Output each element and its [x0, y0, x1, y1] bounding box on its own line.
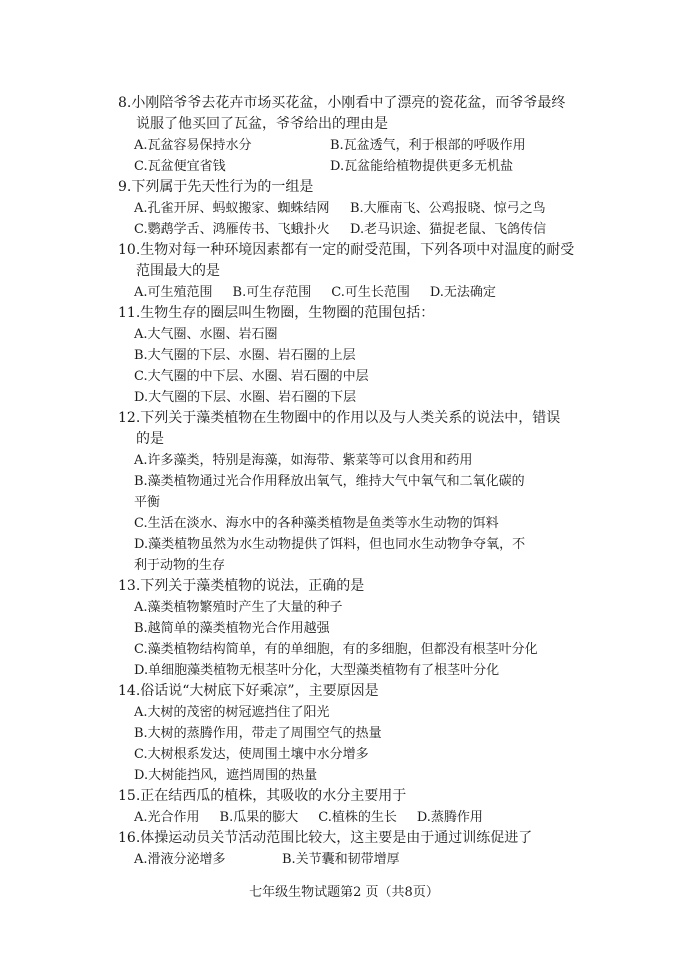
- question-11-stem: 11.生物生存的圈层叫生物圈，生物圈的范围包括：: [118, 305, 435, 321]
- question-10-option-a: A.可生殖范围: [134, 285, 213, 300]
- question-8-option-a: A.瓦盆容易保持水分: [134, 138, 252, 153]
- question-12-option-d-line1: D.藻类植物虽然为水生动物提供了饵料，但也同水生动物争夺氧，不: [134, 537, 526, 552]
- page-footer: 七年级生物试题第2 页（共8页）: [249, 885, 439, 900]
- question-12-option-d-line2: 利于动物的生存: [134, 558, 226, 573]
- question-10-options: [118, 282, 580, 303]
- question-9-options-row1: [118, 198, 580, 219]
- question-12: [118, 408, 580, 450]
- question-12-option-b-line2: 平衡: [134, 495, 161, 510]
- question-11-option-a: A.大气圈、水圈、岩石圈: [134, 327, 278, 342]
- question-list: [118, 93, 580, 870]
- question-13-option-d: D.单细胞藻类植物无根茎叶分化，大型藻类植物有了根茎叶分化: [134, 663, 500, 678]
- question-14: [118, 681, 580, 702]
- question-14-option-a: A.大树的茂密的树冠遮挡住了阳光: [134, 705, 330, 720]
- question-8-options-row2: [118, 156, 580, 177]
- question-12-option-a: A.许多藻类，特别是海藻，如海带、紫菜等可以食用和药用: [134, 453, 473, 468]
- question-8-option-b: B.瓦盆透气，利于根部的呼吸作用: [330, 138, 526, 153]
- question-15-option-d: D.蒸腾作用: [416, 810, 483, 825]
- question-9-option-c: C.鹦鹉学舌、鸿雁传书、飞蛾扑火: [134, 222, 330, 237]
- question-15-option-a: A.光合作用: [134, 810, 200, 825]
- question-9: [118, 177, 580, 198]
- question-14-option-d: D.大树能挡风，遮挡周围的热量: [134, 768, 318, 783]
- question-16-options: [118, 849, 580, 870]
- question-9-options-row2: [118, 219, 580, 240]
- question-8: [118, 93, 580, 135]
- question-9-option-a: A.孔雀开屏、蚂蚁搬家、蜘蛛结网: [134, 201, 330, 216]
- question-11: [118, 303, 580, 324]
- question-13-option-b: B.越简单的藻类植物光合作用越强: [134, 621, 330, 636]
- question-11-option-b: B.大气圈的下层、水圈、岩石圈的上层: [134, 348, 356, 363]
- question-9-stem: 9.下列属于先天性行为的一组是: [118, 179, 314, 195]
- question-10-option-d: D.无法确定: [429, 285, 496, 300]
- question-14-option-c: C.大树根系发达，使周围土壤中水分增多: [134, 747, 369, 762]
- question-12-option-b-line1: B.藻类植物通过光合作用释放出氧气，维持大气中氧气和二氧化碳的: [134, 474, 525, 489]
- question-10-option-c: C.可生长范围: [331, 285, 410, 300]
- question-9-option-b: B.大雁南飞、公鸡报晓、惊弓之鸟: [350, 201, 546, 216]
- question-12-stem-line2: 的是: [136, 431, 164, 447]
- question-13-option-a: A.藻类植物繁殖时产生了大量的种子: [134, 600, 343, 615]
- question-10: [118, 240, 580, 282]
- question-12-stem-line1: 12.下列关于藻类植物在生物圈中的作用以及与人类关系的说法中，错误: [118, 410, 561, 426]
- question-15: [118, 786, 580, 807]
- question-8-option-d: D.瓦盆能给植物提供更多无机盐: [330, 159, 514, 174]
- question-15-stem: 15.正在结西瓜的植株，其吸收的水分主要用于: [118, 788, 407, 804]
- question-8-stem-line1: 8.小刚陪爷爷去花卉市场买花盆，小刚看中了漂亮的瓷花盆，而爷爷最终: [118, 95, 566, 111]
- question-8-option-c: C.瓦盆便宜省钱: [134, 159, 226, 174]
- question-14-option-b: B.大树的蒸腾作用，带走了周围空气的热量: [134, 726, 382, 741]
- question-11-option-d: D.大气圈的下层、水圈、岩石圈的下层: [134, 390, 357, 405]
- question-10-stem-line2: 范围最大的是: [136, 263, 220, 279]
- question-15-option-c: C.植株的生长: [318, 810, 397, 825]
- question-12-option-c: C.生活在淡水、海水中的各种藻类植物是鱼类等水生动物的饵料: [134, 516, 499, 531]
- question-16-option-a: A.滑液分泌增多: [134, 852, 226, 867]
- question-16-stem: 16.体操运动员关节活动范围比较大，这主要是由于通过训练促进了: [118, 830, 533, 846]
- question-10-option-b: B.可生存范围: [232, 285, 312, 300]
- question-10-stem-line1: 10.生物对每一种环境因素都有一定的耐受范围，下列各项中对温度的耐受: [118, 242, 575, 258]
- question-15-option-b: B.瓜果的膨大: [219, 810, 299, 825]
- question-8-options-row1: [118, 135, 580, 156]
- question-11-option-c: C.大气圈的中下层、水圈、岩石圈的中层: [134, 369, 369, 384]
- question-13-stem: 13.下列关于藻类植物的说法，正确的是: [118, 578, 365, 594]
- question-9-option-d: D.老马识途、猫捉老鼠、飞鸽传信: [350, 222, 547, 237]
- question-13: [118, 576, 580, 597]
- question-14-stem: 14.俗话说“大树底下好乘凉”，主要原因是: [118, 683, 379, 699]
- question-8-stem-line2: 说服了他买回了瓦盆，爷爷给出的理由是: [136, 116, 388, 132]
- question-16: [118, 828, 580, 849]
- question-16-option-b: B.关节囊和韧带增厚: [282, 852, 400, 867]
- question-13-option-c: C.藻类植物结构简单，有的单细胞，有的多细胞，但都没有根茎叶分化: [134, 642, 538, 657]
- question-15-options: [118, 807, 580, 828]
